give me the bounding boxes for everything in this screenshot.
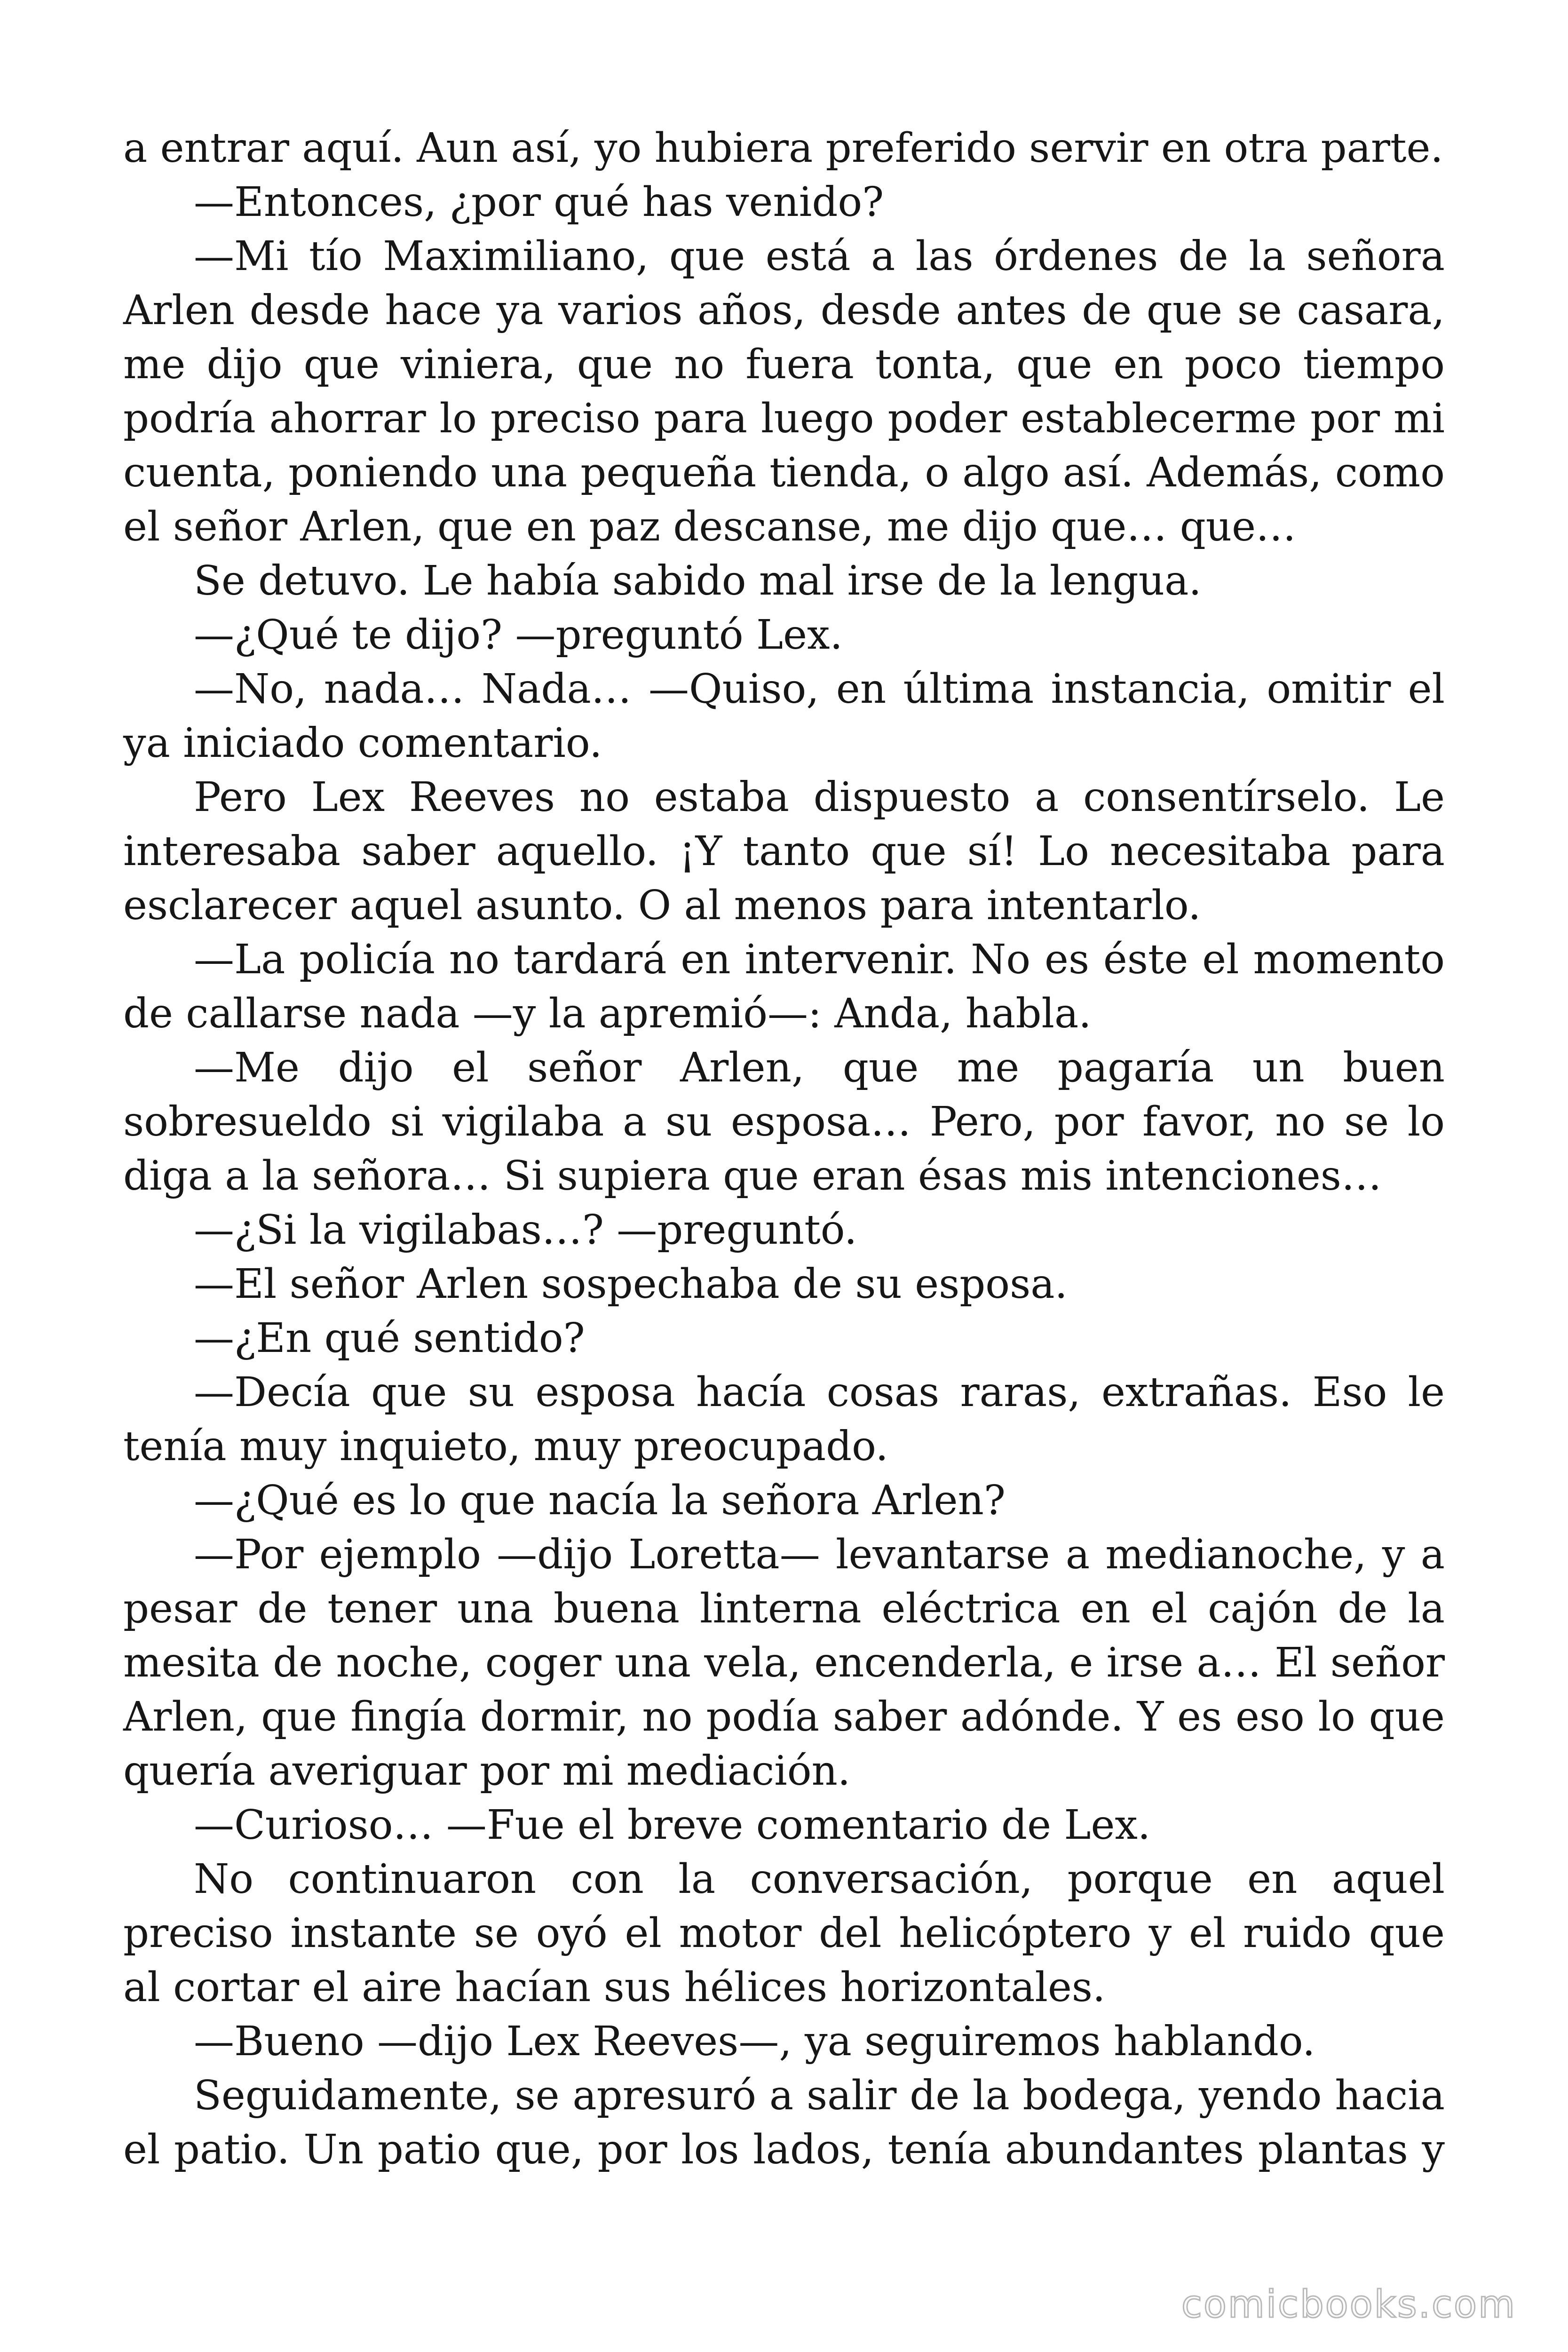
paragraph: Se detuvo. Le había sabido mal irse de la lengua. (194, 557, 1202, 604)
paragraph: —Me dijo el señor Arlen, que me pagaría un buen sobresueldo si vigilaba a su esposa… Pero, por favor, no se lo diga a la señora… Si supiera que eran ésas mis intenciones… (123, 1044, 1445, 1200)
paragraph: —¿Si la vigilabas…? —preguntó. (194, 1207, 857, 1254)
paragraph: —Curioso… —Fue el breve comentario de Lex. (194, 1802, 1151, 1849)
paragraph: —¿En qué sentido? (194, 1315, 585, 1362)
paragraph: —Por ejemplo —dijo Loretta— levantarse a medianoche, y a pesar de tener una buena linterna eléctrica en el cajón de la mesita de noche, coger una vela, encenderla, e irse a… El señor Arlen, que fingía dormir, no podía saber adónde. Y es eso lo que quería averiguar por mi mediación. (123, 1531, 1445, 1795)
paragraph: —Decía que su esposa hacía cosas raras, extrañas. Eso le tenía muy inquieto, muy preocupado. (123, 1369, 1445, 1470)
paragraph: No continuaron con la conversación, porque en aquel preciso instante se oyó el motor del helicóptero y el ruido que al cortar el aire hacían sus hélices horizontales. (123, 1856, 1445, 2011)
paragraph: Pero Lex Reeves no estaba dispuesto a consentírselo. Le interesaba saber aquello. ¡Y tanto que sí! Lo necesitaba para esclarecer aquel asunto. O al menos para intentarlo. (123, 774, 1445, 929)
paragraph: —Entonces, ¿por qué has venido? (194, 179, 884, 226)
paragraph: —¿Qué es lo que nacía la señora Arlen? (194, 1477, 1006, 1524)
body-text (123, 121, 1445, 2177)
paragraph: a entrar aquí. Aun así, yo hubiera preferido servir en otra parte. (123, 125, 1443, 172)
paragraph: —¿Qué te dijo? —preguntó Lex. (194, 612, 843, 659)
paragraph: Seguidamente, se apresuró a salir de la bodega, yendo hacia el patio. Un patio que, por los lados, tenía abundantes plantas y (123, 2072, 1445, 2173)
paragraph: —No, nada… Nada… —Quiso, en última instancia, omitir el ya iniciado comentario. (123, 666, 1445, 767)
paragraph: —Mi tío Maximiliano, que está a las órdenes de la señora Arlen desde hace ya varios años, desde antes de que se casara, me dijo que viniera, que no fuera tonta, que en poco tiempo podría ahorrar lo preciso para luego poder establecerme por mi cuenta, poniendo una pequeña tienda, o algo así. Además, como el señor Arlen, que en paz descanse, me dijo que… que… (123, 233, 1445, 550)
paragraph: —Bueno —dijo Lex Reeves—, ya seguiremos hablando. (194, 2018, 1315, 2065)
paragraph: —La policía no tardará en intervenir. No es éste el momento de callarse nada —y la apremió—: Anda, habla. (123, 936, 1445, 1037)
paragraph: —El señor Arlen sospechaba de su esposa. (194, 1261, 1068, 1308)
watermark: comicbooks.com (1181, 2282, 1516, 2326)
